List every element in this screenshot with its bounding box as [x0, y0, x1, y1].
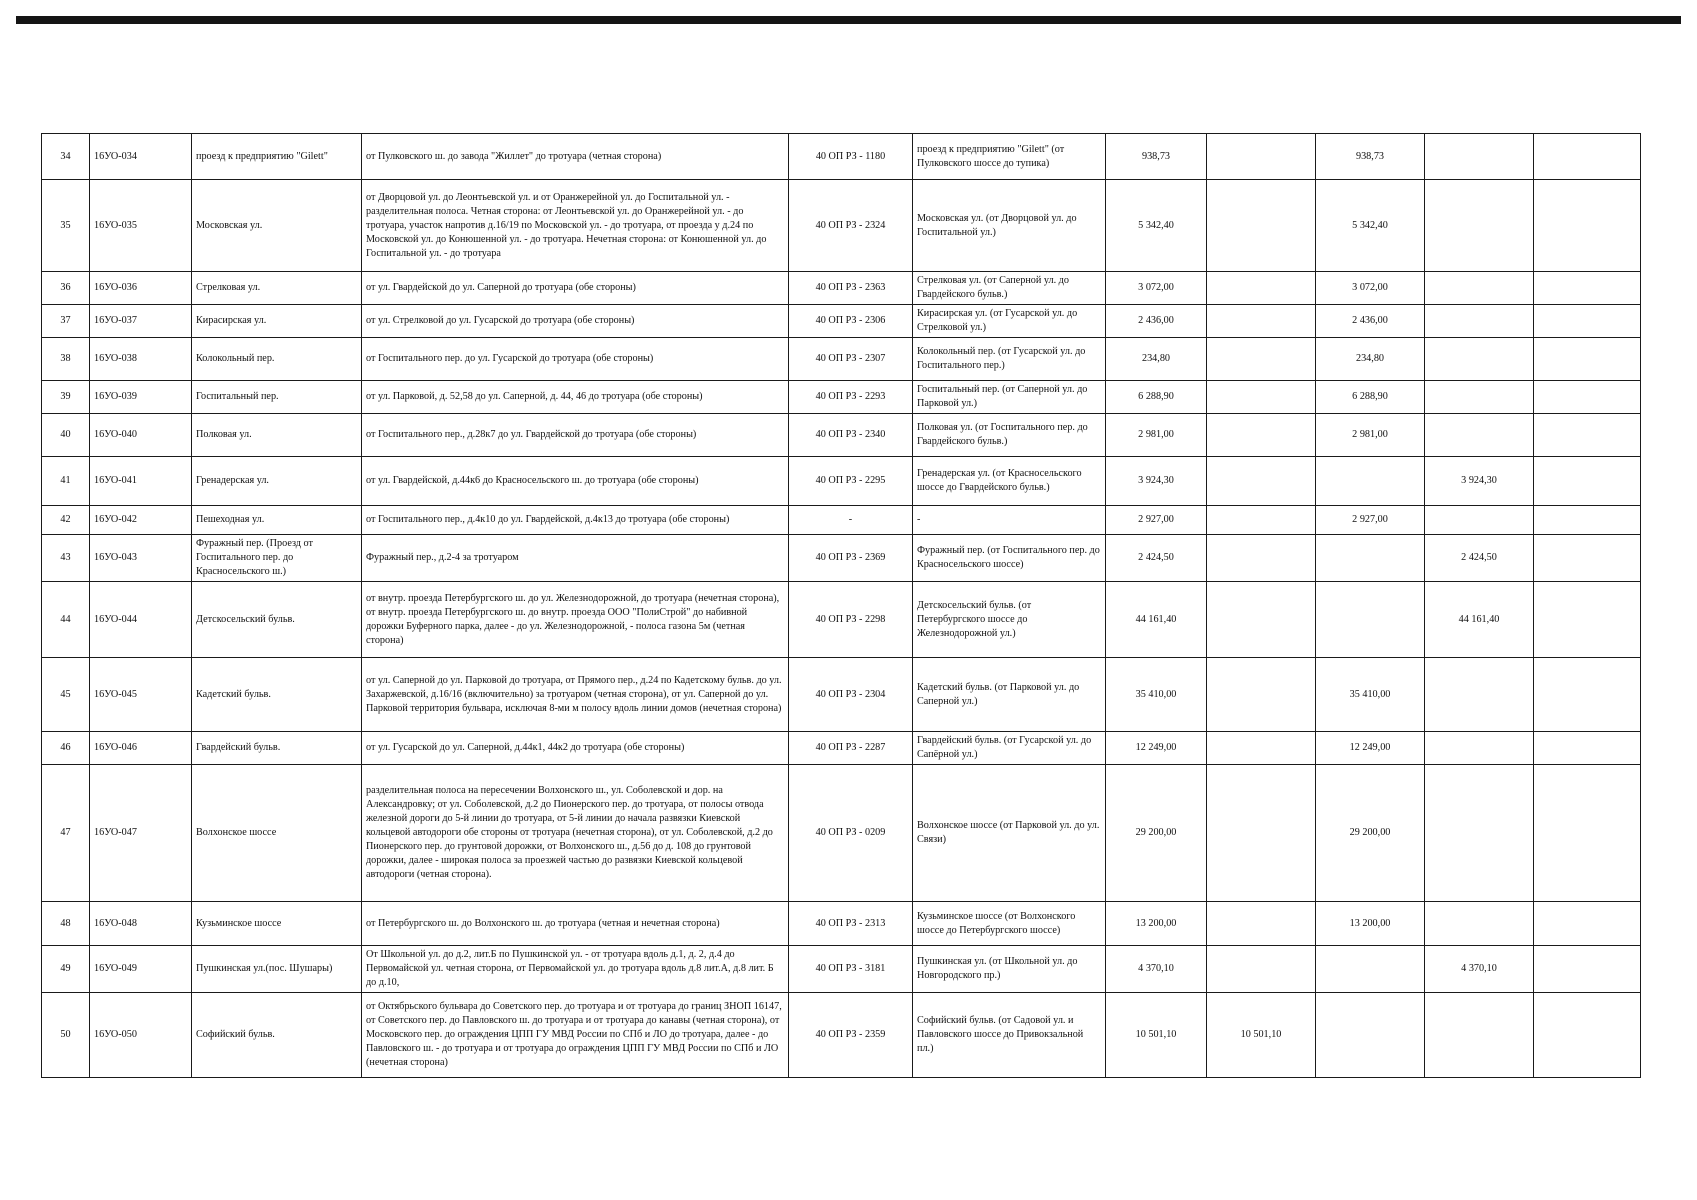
area-col-5 — [1534, 946, 1641, 993]
boundary-description: от ул. Гвардейской до ул. Саперной до тротуара (обе стороны) — [362, 272, 789, 305]
area-col-3: 13 200,00 — [1316, 902, 1425, 946]
table-row — [42, 658, 1641, 732]
area-total: 2 927,00 — [1106, 506, 1207, 535]
object-code: 16УО-046 — [90, 732, 192, 765]
area-col-5 — [1534, 305, 1641, 338]
area-total: 2 436,00 — [1106, 305, 1207, 338]
road-title: Волхонское шоссе (от Парковой ул. до ул. Связи) — [913, 765, 1106, 902]
boundary-description: от ул. Саперной до ул. Парковой до тротуара, от Прямого пер., д.24 по Кадетскому бульв. до ул. Захаржевской, д.16/16 (включительно) за тротуаром (четная сторона), от ул. Саперной до ул. Парковой территория бульвара, исключая 8-ми м полосу вдоль линии домов (нечетная сторона) — [362, 658, 789, 732]
road-title: Гренадерская ул. (от Красносельского шоссе до Гвардейского бульв.) — [913, 457, 1106, 506]
road-title: Детскосельский бульв. (от Петербургского шоссе до Железнодорожной ул.) — [913, 582, 1106, 658]
streets-table — [41, 133, 1641, 1078]
object-code: 16УО-045 — [90, 658, 192, 732]
road-title: проезд к предприятию "Gilett" (от Пулковского шоссе до тупика) — [913, 134, 1106, 180]
area-col-4 — [1425, 902, 1534, 946]
object-code: 16УО-040 — [90, 414, 192, 457]
boundary-description: от ул. Гусарской до ул. Саперной, д.44к1, 44к2 до тротуара (обе стороны) — [362, 732, 789, 765]
area-total: 13 200,00 — [1106, 902, 1207, 946]
area-col-3 — [1316, 582, 1425, 658]
road-id: 40 ОП РЗ - 2306 — [789, 305, 913, 338]
road-id: 40 ОП РЗ - 2369 — [789, 535, 913, 582]
area-col-3 — [1316, 993, 1425, 1078]
table-row — [42, 902, 1641, 946]
row-number: 40 — [42, 414, 90, 457]
area-col-5 — [1534, 414, 1641, 457]
table-row — [42, 946, 1641, 993]
area-col-3: 35 410,00 — [1316, 658, 1425, 732]
object-code: 16УО-035 — [90, 180, 192, 272]
boundary-description: Фуражный пер., д.2-4 за тротуаром — [362, 535, 789, 582]
table-row — [42, 305, 1641, 338]
boundary-description: от ул. Стрелковой до ул. Гусарской до тротуара (обе стороны) — [362, 305, 789, 338]
boundary-description: разделительная полоса на пересечении Волхонского ш., ул. Соболевской и дор. на Александровку; от ул. Соболевской, д.2 до Пионерского пер. до тротуара, от полосы отвода железной дороги до 5-й линии до тротуара, от 5-й линии до начала развязки Киевской кольцевой автодороги обе стороны от тротуара (нечетная сторона), от ул. Соболевской, д.2 до Пионерского пер. до грунтовой дорожки, от Волхонского ш., д.56 до д. 108 до грунтовой дорожки, далее - широкая полоса за проезжей частью до развязки Киевской кольцевой автодороги (четная сторона). — [362, 765, 789, 902]
table-row — [42, 338, 1641, 381]
table-row — [42, 535, 1641, 582]
boundary-description: От Школьной ул. до д.2, лит.Б по Пушкинской ул. - от тротуара вдоль д.1, д. 2, д.4 до Первомайской ул. четная сторона, от Первомайской ул. до тротуара вдоль д.8 лит.А, д.8 лит. Б до д.10, — [362, 946, 789, 993]
boundary-description: от Дворцовой ул. до Леонтьевской ул. и от Оранжерейной ул. до Госпитальной ул. - разделительная полоса. Четная сторона: от Леонтьевской ул. до Оранжерейной ул. - до тротуара, участок напротив д.16/19 по Московской ул. - до тротуара, от проезда у д.24 по Московской ул. до Конюшенной ул. - до тротуара. Нечетная сторона: от Конюшенной ул. до Госпитальной ул. - до тротуара — [362, 180, 789, 272]
area-col-3 — [1316, 457, 1425, 506]
object-code: 16УО-042 — [90, 506, 192, 535]
area-total: 2 424,50 — [1106, 535, 1207, 582]
area-col-4 — [1425, 134, 1534, 180]
area-total: 2 981,00 — [1106, 414, 1207, 457]
road-id: 40 ОП РЗ - 1180 — [789, 134, 913, 180]
area-col-3: 2 436,00 — [1316, 305, 1425, 338]
road-id: 40 ОП РЗ - 2313 — [789, 902, 913, 946]
area-col-4 — [1425, 732, 1534, 765]
area-total: 234,80 — [1106, 338, 1207, 381]
road-id: 40 ОП РЗ - 0209 — [789, 765, 913, 902]
area-col-5 — [1534, 732, 1641, 765]
area-total: 938,73 — [1106, 134, 1207, 180]
object-code: 16УО-049 — [90, 946, 192, 993]
top-rule — [16, 16, 1681, 24]
area-col-4 — [1425, 414, 1534, 457]
area-col-5 — [1534, 902, 1641, 946]
row-number: 36 — [42, 272, 90, 305]
road-id: 40 ОП РЗ - 2304 — [789, 658, 913, 732]
road-title: Кирасирская ул. (от Гусарской ул. до Стрелковой ул.) — [913, 305, 1106, 338]
boundary-description: от Госпитального пер. до ул. Гусарской до тротуара (обе стороны) — [362, 338, 789, 381]
area-total: 3 924,30 — [1106, 457, 1207, 506]
street-name: Полковая ул. — [192, 414, 362, 457]
road-title: Стрелковая ул. (от Саперной ул. до Гвардейского бульв.) — [913, 272, 1106, 305]
area-col-2 — [1207, 582, 1316, 658]
area-col-4 — [1425, 305, 1534, 338]
road-title: Московская ул. (от Дворцовой ул. до Госпитальной ул.) — [913, 180, 1106, 272]
road-id: 40 ОП РЗ - 2340 — [789, 414, 913, 457]
street-name: Пешеходная ул. — [192, 506, 362, 535]
table-row — [42, 180, 1641, 272]
road-title: Кадетский бульв. (от Парковой ул. до Саперной ул.) — [913, 658, 1106, 732]
area-total: 5 342,40 — [1106, 180, 1207, 272]
row-number: 42 — [42, 506, 90, 535]
area-col-2 — [1207, 506, 1316, 535]
area-col-2 — [1207, 134, 1316, 180]
area-col-2 — [1207, 338, 1316, 381]
street-name: Кадетский бульв. — [192, 658, 362, 732]
area-total: 6 288,90 — [1106, 381, 1207, 414]
street-name: Колокольный пер. — [192, 338, 362, 381]
boundary-description: от внутр. проезда Петербургского ш. до ул. Железнодорожной, до тротуара (нечетная сторона), от внутр. проезда Петербургского ш. до внутр. проезда ООО "ПолиСтрой" до набивной дорожки Буферного парка, далее - до ул. Железнодорожной, - полоса газона 5м (четная сторона) — [362, 582, 789, 658]
street-name: Госпитальный пер. — [192, 381, 362, 414]
row-number: 37 — [42, 305, 90, 338]
area-col-2 — [1207, 414, 1316, 457]
area-col-4 — [1425, 765, 1534, 902]
row-number: 47 — [42, 765, 90, 902]
area-total: 10 501,10 — [1106, 993, 1207, 1078]
road-title: Полковая ул. (от Госпитального пер. до Гвардейского бульв.) — [913, 414, 1106, 457]
row-number: 34 — [42, 134, 90, 180]
area-col-3: 2 981,00 — [1316, 414, 1425, 457]
street-name: Волхонское шоссе — [192, 765, 362, 902]
area-col-2 — [1207, 305, 1316, 338]
row-number: 49 — [42, 946, 90, 993]
area-col-3: 12 249,00 — [1316, 732, 1425, 765]
road-title: Фуражный пер. (от Госпитального пер. до Красносельского шоссе) — [913, 535, 1106, 582]
table-row — [42, 582, 1641, 658]
road-title: Софийский бульв. (от Садовой ул. и Павловского шоссе до Привокзальной пл.) — [913, 993, 1106, 1078]
area-col-5 — [1534, 338, 1641, 381]
area-col-2 — [1207, 457, 1316, 506]
row-number: 48 — [42, 902, 90, 946]
area-col-4: 4 370,10 — [1425, 946, 1534, 993]
road-id: 40 ОП РЗ - 2293 — [789, 381, 913, 414]
area-col-3: 3 072,00 — [1316, 272, 1425, 305]
area-total: 4 370,10 — [1106, 946, 1207, 993]
table-row — [42, 506, 1641, 535]
area-col-2 — [1207, 732, 1316, 765]
area-col-3: 2 927,00 — [1316, 506, 1425, 535]
row-number: 38 — [42, 338, 90, 381]
table-row — [42, 993, 1641, 1078]
area-col-3: 938,73 — [1316, 134, 1425, 180]
object-code: 16УО-044 — [90, 582, 192, 658]
object-code: 16УО-036 — [90, 272, 192, 305]
area-col-2: 10 501,10 — [1207, 993, 1316, 1078]
area-col-3 — [1316, 946, 1425, 993]
table-row — [42, 134, 1641, 180]
object-code: 16УО-043 — [90, 535, 192, 582]
row-number: 45 — [42, 658, 90, 732]
street-name: Кирасирская ул. — [192, 305, 362, 338]
area-col-3 — [1316, 535, 1425, 582]
area-col-5 — [1534, 658, 1641, 732]
road-title: Гвардейский бульв. (от Гусарской ул. до Сапёрной ул.) — [913, 732, 1106, 765]
area-col-4 — [1425, 658, 1534, 732]
area-col-2 — [1207, 272, 1316, 305]
area-col-4: 2 424,50 — [1425, 535, 1534, 582]
street-name: Кузьминское шоссе — [192, 902, 362, 946]
area-col-5 — [1534, 582, 1641, 658]
road-id: - — [789, 506, 913, 535]
boundary-description: от Пулковского ш. до завода "Жиллет" до тротуара (четная сторона) — [362, 134, 789, 180]
road-title: - — [913, 506, 1106, 535]
object-code: 16УО-034 — [90, 134, 192, 180]
street-name: Детскосельский бульв. — [192, 582, 362, 658]
road-id: 40 ОП РЗ - 2307 — [789, 338, 913, 381]
area-col-4: 44 161,40 — [1425, 582, 1534, 658]
area-col-5 — [1534, 134, 1641, 180]
street-name: Фуражный пер. (Проезд от Госпитального пер. до Красносельского ш.) — [192, 535, 362, 582]
row-number: 44 — [42, 582, 90, 658]
row-number: 46 — [42, 732, 90, 765]
table-row — [42, 414, 1641, 457]
row-number: 43 — [42, 535, 90, 582]
area-col-3: 5 342,40 — [1316, 180, 1425, 272]
row-number: 39 — [42, 381, 90, 414]
road-title: Пушкинская ул. (от Школьной ул. до Новгородского пр.) — [913, 946, 1106, 993]
object-code: 16УО-038 — [90, 338, 192, 381]
road-id: 40 ОП РЗ - 2363 — [789, 272, 913, 305]
area-col-4 — [1425, 180, 1534, 272]
boundary-description: от ул. Гвардейской, д.44к6 до Красносельского ш. до тротуара (обе стороны) — [362, 457, 789, 506]
area-col-2 — [1207, 180, 1316, 272]
table-row — [42, 732, 1641, 765]
area-col-5 — [1534, 535, 1641, 582]
area-col-5 — [1534, 993, 1641, 1078]
street-name: проезд к предприятию "Gilett" — [192, 134, 362, 180]
area-col-2 — [1207, 902, 1316, 946]
boundary-description: от Петербургского ш. до Волхонского ш. до тротуара (четная и нечетная сторона) — [362, 902, 789, 946]
area-col-4 — [1425, 993, 1534, 1078]
area-total: 29 200,00 — [1106, 765, 1207, 902]
street-name: Стрелковая ул. — [192, 272, 362, 305]
area-col-3: 234,80 — [1316, 338, 1425, 381]
area-col-5 — [1534, 180, 1641, 272]
area-col-4 — [1425, 381, 1534, 414]
street-name: Пушкинская ул.(пос. Шушары) — [192, 946, 362, 993]
area-col-2 — [1207, 658, 1316, 732]
table-row — [42, 765, 1641, 902]
area-total: 44 161,40 — [1106, 582, 1207, 658]
area-col-4 — [1425, 272, 1534, 305]
area-col-5 — [1534, 506, 1641, 535]
street-name: Софийский бульв. — [192, 993, 362, 1078]
object-code: 16УО-047 — [90, 765, 192, 902]
table-row — [42, 272, 1641, 305]
area-col-2 — [1207, 946, 1316, 993]
row-number: 41 — [42, 457, 90, 506]
object-code: 16УО-048 — [90, 902, 192, 946]
table-body — [42, 134, 1641, 1078]
area-col-5 — [1534, 272, 1641, 305]
road-id: 40 ОП РЗ - 3181 — [789, 946, 913, 993]
area-col-2 — [1207, 765, 1316, 902]
boundary-description: от Октябрьского бульвара до Советского пер. до тротуара и от тротуара до границ ЗНОП 16147, от Советского пер. до Павловского ш. до тротуара и от тротуара до канавы (четная сторона), от Московского пер. до ограждения ЦПП ГУ МВД России по СПб и ЛО до тротуара, далее - до Павловского ш. - до тротуара и от тротуара до ограждения ЦПП ГУ МВД России по СПб и ЛО (нечетная сторона) — [362, 993, 789, 1078]
road-id: 40 ОП РЗ - 2324 — [789, 180, 913, 272]
road-id: 40 ОП РЗ - 2295 — [789, 457, 913, 506]
road-title: Госпитальный пер. (от Саперной ул. до Парковой ул.) — [913, 381, 1106, 414]
street-name: Гренадерская ул. — [192, 457, 362, 506]
area-col-3: 6 288,90 — [1316, 381, 1425, 414]
area-col-5 — [1534, 457, 1641, 506]
table-row — [42, 457, 1641, 506]
road-title: Колокольный пер. (от Гусарской ул. до Госпитального пер.) — [913, 338, 1106, 381]
area-col-4: 3 924,30 — [1425, 457, 1534, 506]
area-col-3: 29 200,00 — [1316, 765, 1425, 902]
object-code: 16УО-039 — [90, 381, 192, 414]
boundary-description: от ул. Парковой, д. 52,58 до ул. Саперной, д. 44, 46 до тротуара (обе стороны) — [362, 381, 789, 414]
area-col-4 — [1425, 506, 1534, 535]
road-id: 40 ОП РЗ - 2298 — [789, 582, 913, 658]
road-id: 40 ОП РЗ - 2359 — [789, 993, 913, 1078]
table-row — [42, 381, 1641, 414]
area-col-5 — [1534, 381, 1641, 414]
object-code: 16УО-037 — [90, 305, 192, 338]
area-total: 3 072,00 — [1106, 272, 1207, 305]
area-col-2 — [1207, 381, 1316, 414]
row-number: 35 — [42, 180, 90, 272]
road-id: 40 ОП РЗ - 2287 — [789, 732, 913, 765]
area-col-4 — [1425, 338, 1534, 381]
object-code: 16УО-041 — [90, 457, 192, 506]
area-col-2 — [1207, 535, 1316, 582]
street-name: Московская ул. — [192, 180, 362, 272]
area-total: 12 249,00 — [1106, 732, 1207, 765]
area-total: 35 410,00 — [1106, 658, 1207, 732]
road-title: Кузьминское шоссе (от Волхонского шоссе до Петербургского шоссе) — [913, 902, 1106, 946]
object-code: 16УО-050 — [90, 993, 192, 1078]
row-number: 50 — [42, 993, 90, 1078]
street-name: Гвардейский бульв. — [192, 732, 362, 765]
area-col-5 — [1534, 765, 1641, 902]
boundary-description: от Госпитального пер., д.4к10 до ул. Гвардейской, д.4к13 до тротуара (обе стороны) — [362, 506, 789, 535]
boundary-description: от Госпитального пер., д.28к7 до ул. Гвардейской до тротуара (обе стороны) — [362, 414, 789, 457]
